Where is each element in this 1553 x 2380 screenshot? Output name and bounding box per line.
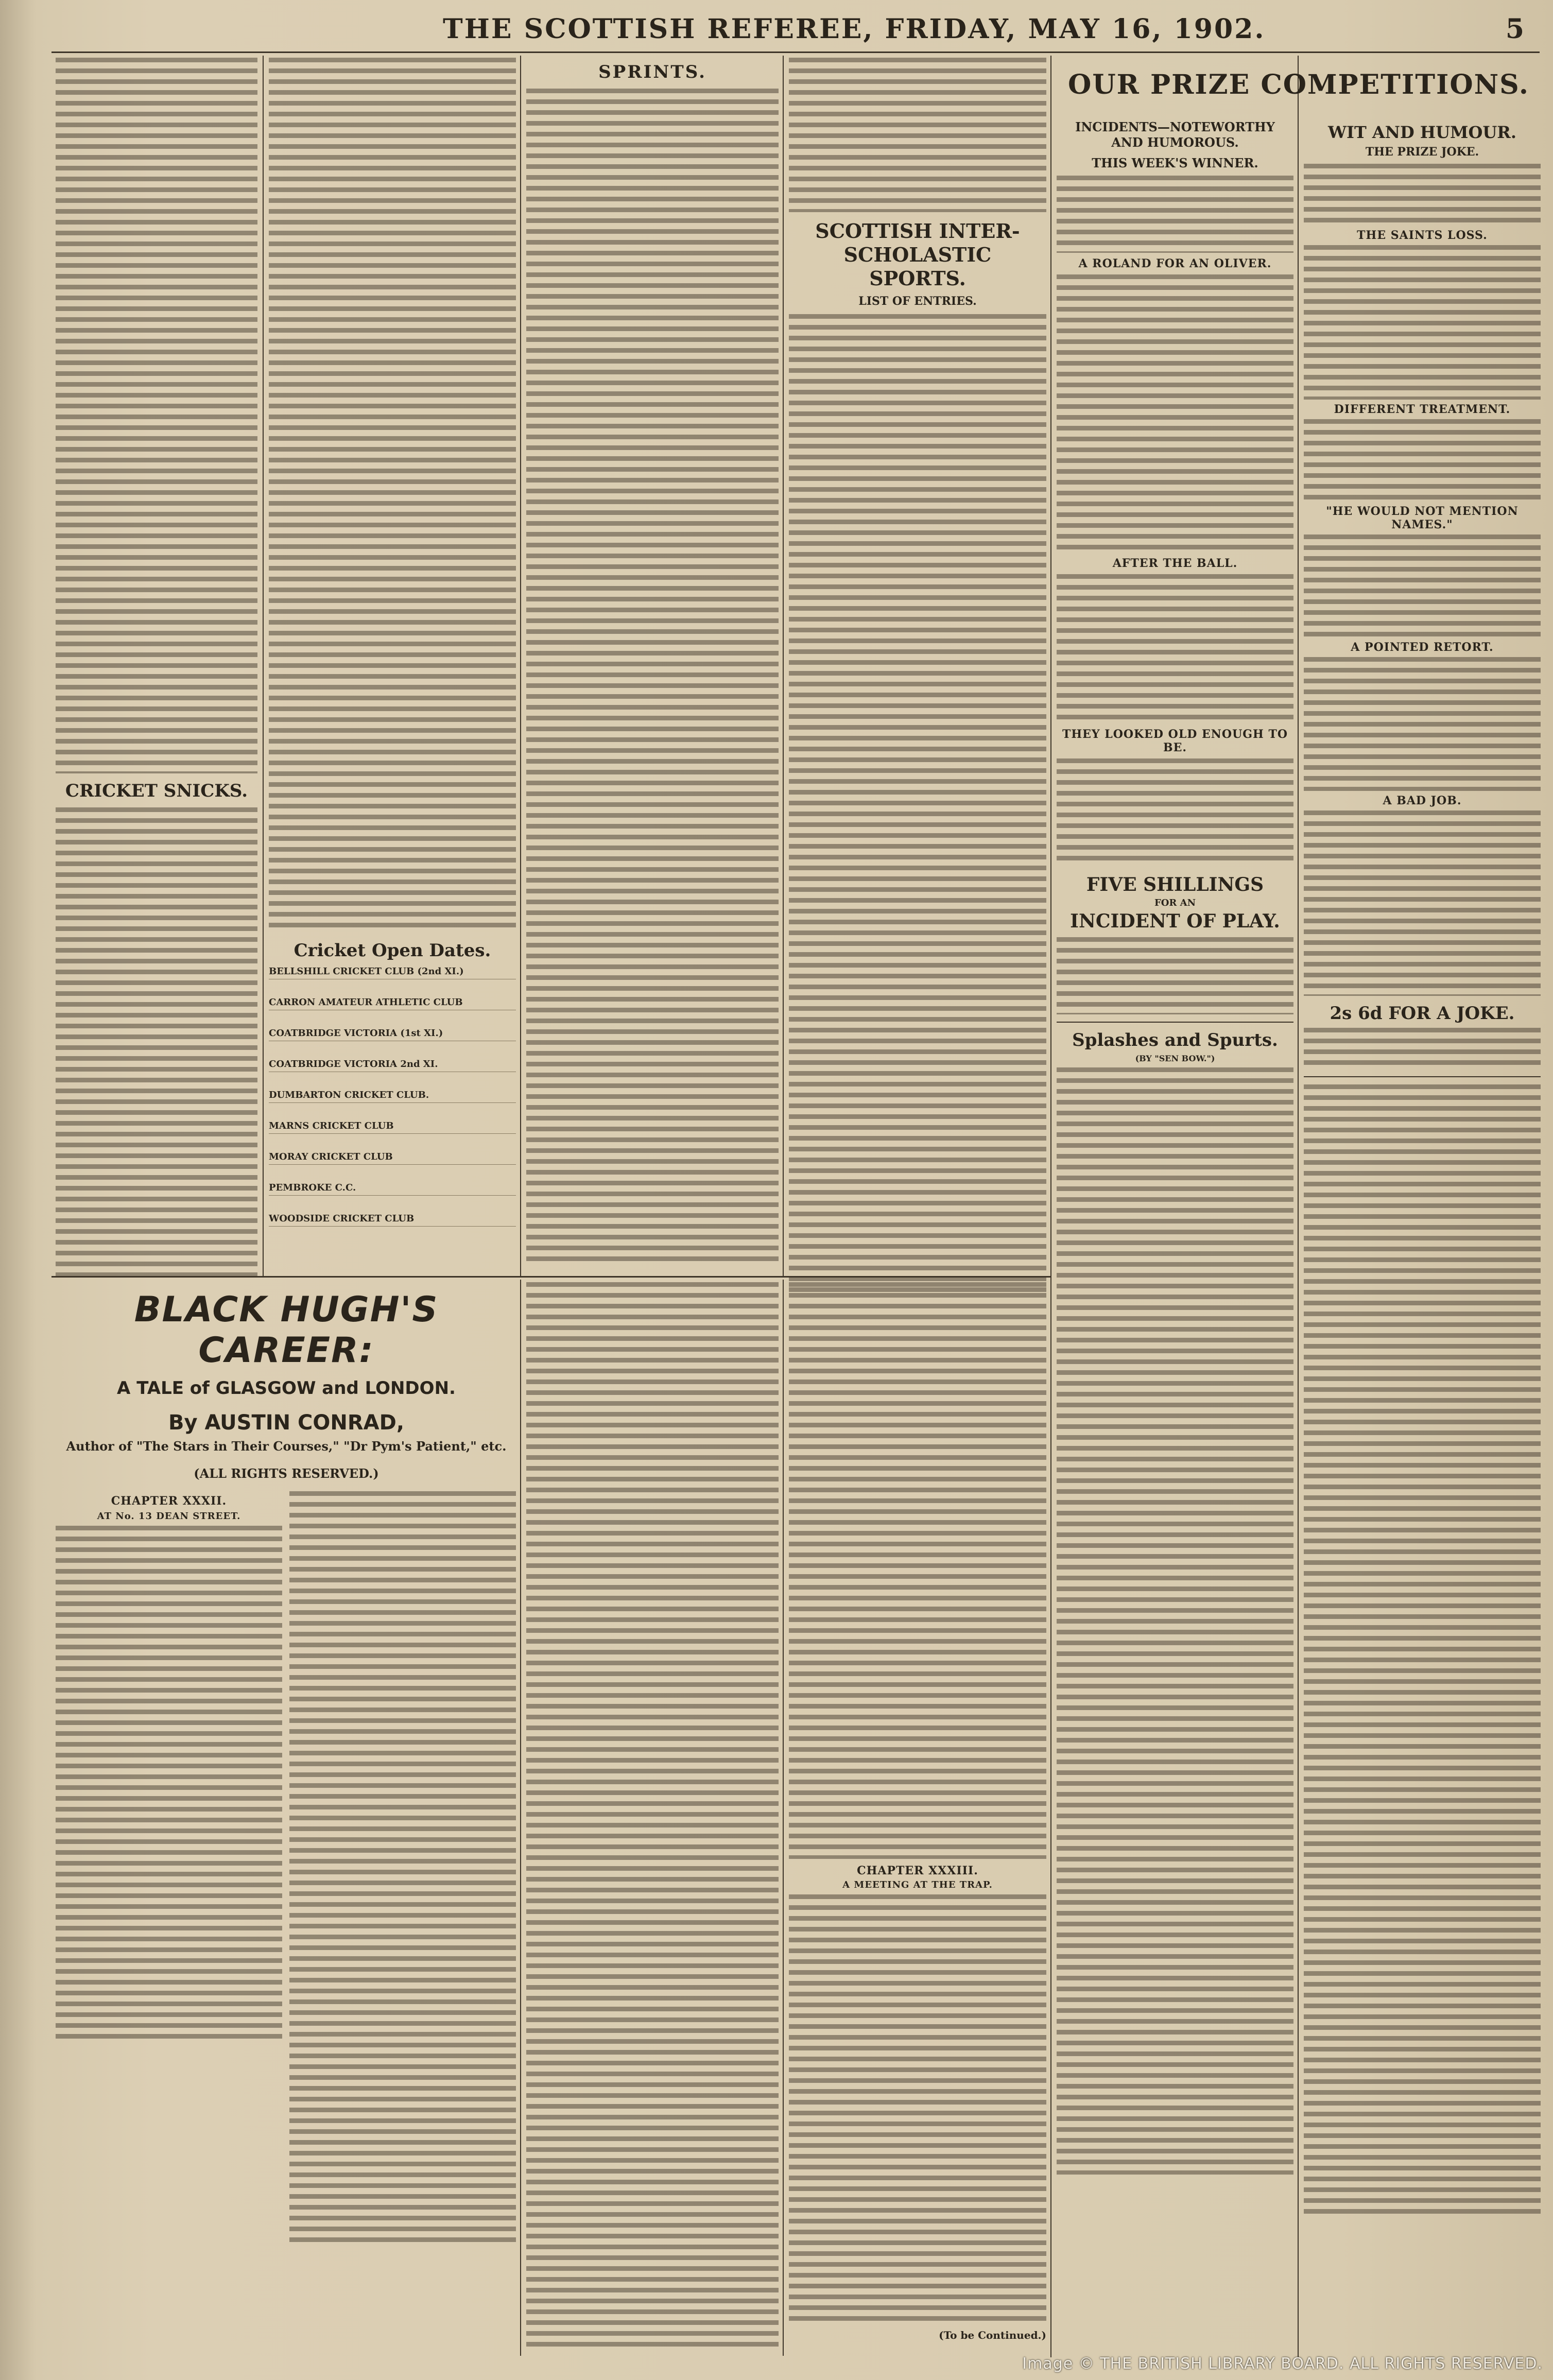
chapter-33-heading: CHAPTER XXXIII.	[857, 1864, 978, 1877]
pointed-retort-heading: A POINTED RETORT.	[1351, 641, 1494, 654]
column-rule	[1298, 56, 1299, 2357]
incident-of-play-text	[1057, 937, 1293, 1014]
column-rule	[1050, 56, 1051, 2357]
masthead-title: THE SCOTTISH REFEREE, FRIDAY, MAY 16, 1902.	[443, 13, 1266, 45]
cricket-date-entry: WOODSIDE CRICKET CLUB	[269, 1213, 516, 1227]
sprints-heading: SPRINTS.	[598, 62, 706, 82]
cricket-open-dates-heading: Cricket Open Dates.	[294, 940, 491, 961]
serial-author-note: Author of "The Stars in Their Courses," "Dr Pym's Patient," etc.	[66, 1439, 507, 1454]
splashes-text	[1057, 1067, 1293, 2175]
to-be-continued: (To be Continued.)	[939, 2329, 1046, 2341]
chapter-33-sub: A MEETING AT THE TRAP.	[842, 1879, 993, 1890]
serial-column-d-text	[789, 1282, 1046, 1859]
serial-subtitle: A TALE of GLASGOW and LONDON.	[117, 1378, 456, 1399]
column-rule	[783, 1280, 784, 2356]
story-3-heading: THEY LOOKED OLD ENOUGH TO BE.	[1062, 728, 1288, 754]
story-3-text	[1057, 758, 1293, 867]
cricket-open-dates-list	[269, 966, 516, 1227]
serial-column-c-text	[526, 1282, 779, 2348]
prize-competitions-heading: OUR PRIZE COMPETITIONS.	[1068, 69, 1529, 100]
cricket-date-entry: BELLSHILL CRICKET CLUB (2nd XI.)	[269, 966, 516, 979]
serial-title-block	[56, 1282, 517, 2353]
column-2-text	[269, 58, 516, 933]
cricket-date-entry: CARRON AMATEUR ATHLETIC CLUB	[269, 997, 516, 1010]
winner-heading: THIS WEEK'S WINNER.	[1092, 156, 1258, 170]
incident-of-play-heading: INCIDENT OF PLAY.	[1070, 910, 1280, 932]
page-number: 5	[1505, 13, 1524, 45]
column-2	[269, 58, 516, 1273]
different-treatment-heading: DIFFERENT TREATMENT.	[1334, 403, 1511, 416]
serial-column-d	[789, 1282, 1046, 2353]
story-2-text	[1057, 574, 1293, 723]
column-rule	[520, 56, 521, 1276]
serial-column-d-lower-text	[789, 1894, 1046, 2327]
saints-loss-heading: THE SAINTS LOSS.	[1357, 229, 1488, 242]
chapter-32-heading: CHAPTER XXXII.	[111, 1494, 227, 1508]
cricket-snicks-heading: CRICKET SNICKS.	[65, 781, 248, 801]
joke-prize-text	[1304, 1028, 1541, 1069]
bad-job-heading: A BAD JOB.	[1383, 794, 1462, 807]
serial-title: BLACK HUGH'S CAREER:	[134, 1289, 439, 1371]
entries-text	[789, 314, 1046, 1292]
list-of-entries-heading: LIST OF ENTRIES.	[858, 295, 977, 308]
serial-rights: (ALL RIGHTS RESERVED.)	[194, 1466, 379, 1481]
serial-column-b-text	[289, 1491, 516, 2243]
column-6-lower-text	[1304, 1084, 1541, 2217]
sprints-text	[526, 89, 779, 1263]
column-1	[56, 58, 257, 1273]
cricket-date-entry: PEMBROKE C.C.	[269, 1182, 516, 1196]
pointed-retort-text	[1304, 657, 1541, 791]
column-rule	[520, 1280, 521, 2356]
story-1-heading: A ROLAND FOR AN OLIVER.	[1078, 257, 1272, 270]
column-3	[526, 58, 779, 1273]
incidents-heading: INCIDENTS—NOTEWORTHY AND HUMOROUS.	[1075, 119, 1275, 150]
column-rule	[783, 56, 784, 1276]
wit-and-humour-heading: WIT AND HUMOUR.	[1328, 123, 1516, 142]
masthead-rule	[51, 51, 1540, 53]
masthead	[51, 10, 1545, 46]
column-1-text	[56, 58, 257, 773]
not-mention-heading: "HE WOULD NOT MENTION NAMES."	[1326, 505, 1519, 531]
chapter-32-sub: AT No. 13 DEAN STREET.	[97, 1511, 241, 1522]
saints-loss-text	[1304, 245, 1541, 400]
story-2-heading: AFTER THE BALL.	[1112, 557, 1238, 570]
column-6	[1304, 58, 1541, 2354]
story-1-text	[1057, 274, 1293, 553]
cricket-date-entry: MORAY CRICKET CLUB	[269, 1151, 516, 1165]
serial-column-a-text	[56, 1526, 282, 2041]
for-an-label: FOR AN	[1154, 898, 1196, 908]
five-shillings-heading: FIVE SHILLINGS	[1086, 874, 1264, 895]
inter-scholastic-heading: SCOTTISH INTER-SCHOLASTIC SPORTS.	[815, 219, 1020, 290]
splashes-byline: (BY "SEN BOW.")	[1135, 1054, 1215, 1063]
column-4-top-text	[789, 58, 1046, 212]
joke-prize-heading: 2s 6d FOR A JOKE.	[1330, 1003, 1515, 1024]
column-rule	[263, 56, 264, 1276]
cricket-date-entry: MARNS CRICKET CLUB	[269, 1120, 516, 1134]
column-4	[789, 58, 1046, 1273]
different-treatment-text	[1304, 419, 1541, 502]
splashes-heading: Splashes and Spurts.	[1072, 1030, 1278, 1050]
cricket-date-entry: COATBRIDGE VICTORIA (1st XI.)	[269, 1028, 516, 1041]
bad-job-text	[1304, 810, 1541, 996]
prize-joke-heading: THE PRIZE JOKE.	[1365, 145, 1479, 159]
not-mention-text	[1304, 534, 1541, 637]
cricket-date-entry: COATBRIDGE VICTORIA 2nd XI.	[269, 1059, 516, 1072]
serial-author: By AUSTIN CONRAD,	[168, 1411, 405, 1435]
cricket-date-entry: DUMBARTON CRICKET CLUB.	[269, 1090, 516, 1103]
cricket-snicks-text	[56, 807, 257, 1281]
prize-joke-text	[1304, 164, 1541, 226]
image-credit: Image © THE BRITISH LIBRARY BOARD. ALL RIGHTS RESERVED.	[1022, 2355, 1543, 2373]
serial-column-c	[526, 1282, 779, 2353]
winner-intro	[1057, 176, 1293, 253]
